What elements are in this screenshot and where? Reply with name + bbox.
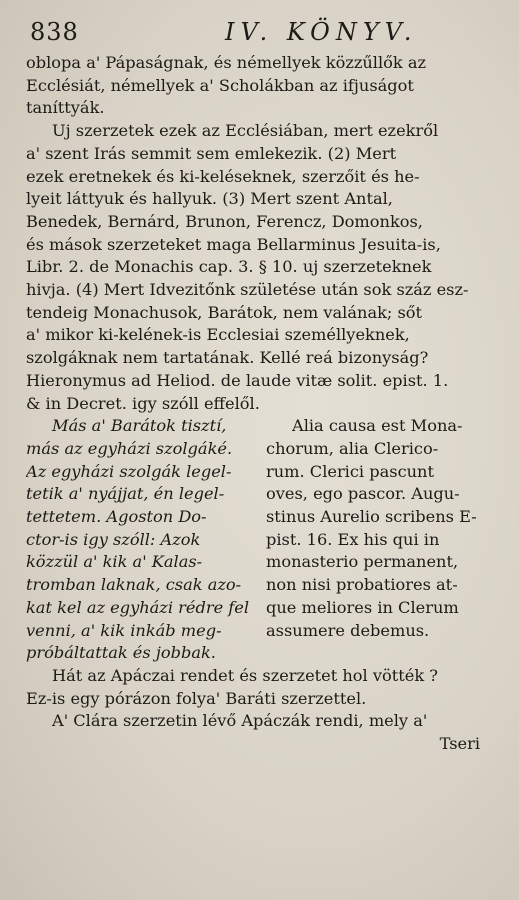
column-line: tetik a' nyájjat, én legel- — [26, 484, 225, 504]
text-line: Hieronymus ad Heliod. de laude vitæ solit. epist. 1. — [26, 370, 449, 390]
text-line: A' Clára szerzetin lévő Apáczák rendi, mely a' — [52, 711, 428, 731]
column-line: ctor-is igy szóll: Azok — [26, 529, 201, 549]
column-line: stinus Aurelio scribens E- — [266, 507, 477, 527]
column-line: chorum, alia Clerico- — [266, 438, 439, 458]
column-line: Alia causa est Mona- — [292, 416, 463, 436]
text-line: Uj szerzetek ezek az Ecclésiában, mert ezekről — [52, 121, 439, 141]
column-line: Az egyházi szolgák legel- — [26, 461, 232, 481]
column-line: oves, ego pascor. Augu- — [266, 484, 460, 504]
column-line: kat kel az egyházi rédre fel — [26, 597, 250, 617]
text-line: & in Decret. igy szóll effelől. — [26, 393, 260, 413]
column-line: pist. 16. Ex his qui in — [266, 529, 440, 549]
catchword: Tseri — [439, 734, 480, 754]
column-line: rum. Clerici pascunt — [266, 461, 434, 481]
text-line: Hát az Apáczai rendet és szerzetet hol vötték ? — [52, 665, 438, 685]
text-line: hivja. (4) Mert Idvezitőnk születése után sok száz esz- — [26, 280, 469, 300]
text-line: lyeit láttyuk és hallyuk. (3) Mert szent Antal, — [26, 189, 393, 209]
page-number: 838 — [30, 18, 79, 46]
column-line: más az egyházi szolgáké. — [26, 438, 233, 458]
column-line: venni, a' kik inkáb meg- — [26, 620, 222, 640]
column-line: assumere debemus. — [266, 620, 430, 640]
text-line: taníttyák. — [26, 98, 105, 118]
text-line: Ecclésiát, némellyek a' Scholákban az ifjuságot — [26, 75, 414, 95]
text-line: és mások szerzeteket maga Bellarminus Jesuita-is, — [26, 234, 441, 254]
paragraph-new-orders — [26, 120, 492, 415]
text-line: Libr. 2. de Monachis cap. 3. § 10. uj szerzeteknek — [26, 257, 432, 277]
text-line: szolgáknak nem tartatának. Kellé reá bizonyság? — [26, 348, 429, 368]
column-line: közzül a' kik a' Kalas- — [26, 552, 203, 572]
two-column-section — [26, 415, 492, 665]
column-line: Más a' Barátok tisztí, — [52, 416, 227, 436]
page-body — [26, 52, 492, 756]
column-line: monasterio permanent, — [266, 552, 459, 572]
column-line: non nisi probatiores at- — [266, 575, 458, 595]
text-line: ezek eretnekek és ki-keléseknek, szerzőit és he- — [26, 166, 420, 186]
text-line: a' szent Irás semmit sem emlekezik. (2) Mert — [26, 143, 397, 163]
latin-column — [266, 415, 492, 665]
page-header — [30, 18, 490, 50]
paragraph-nuns-question — [26, 665, 492, 710]
hungarian-column — [26, 415, 258, 665]
text-line: tendeig Monachusok, Barátok, nem valának; sőt — [26, 302, 423, 322]
running-head: IV. KÖNYV. — [225, 18, 418, 46]
paragraph-clare-order — [26, 710, 492, 733]
text-line: Ez-is egy pórázon folya' Baráti szerzettel. — [26, 688, 367, 708]
text-line: Benedek, Bernárd, Brunon, Ferencz, Domonkos, — [26, 211, 423, 231]
column-line: tromban laknak, csak azo- — [26, 575, 242, 595]
column-line: próbáltattak és jobbak. — [26, 643, 216, 663]
column-line: tettetem. Agoston Do- — [26, 507, 207, 527]
column-line: que meliores in Clerum — [266, 597, 459, 617]
text-line: a' mikor ki-kelének-is Ecclesiai személlyeknek, — [26, 325, 410, 345]
paragraph-continued — [26, 52, 492, 120]
text-line: oblopa a' Pápaságnak, és némellyek közzűllők az — [26, 53, 427, 72]
